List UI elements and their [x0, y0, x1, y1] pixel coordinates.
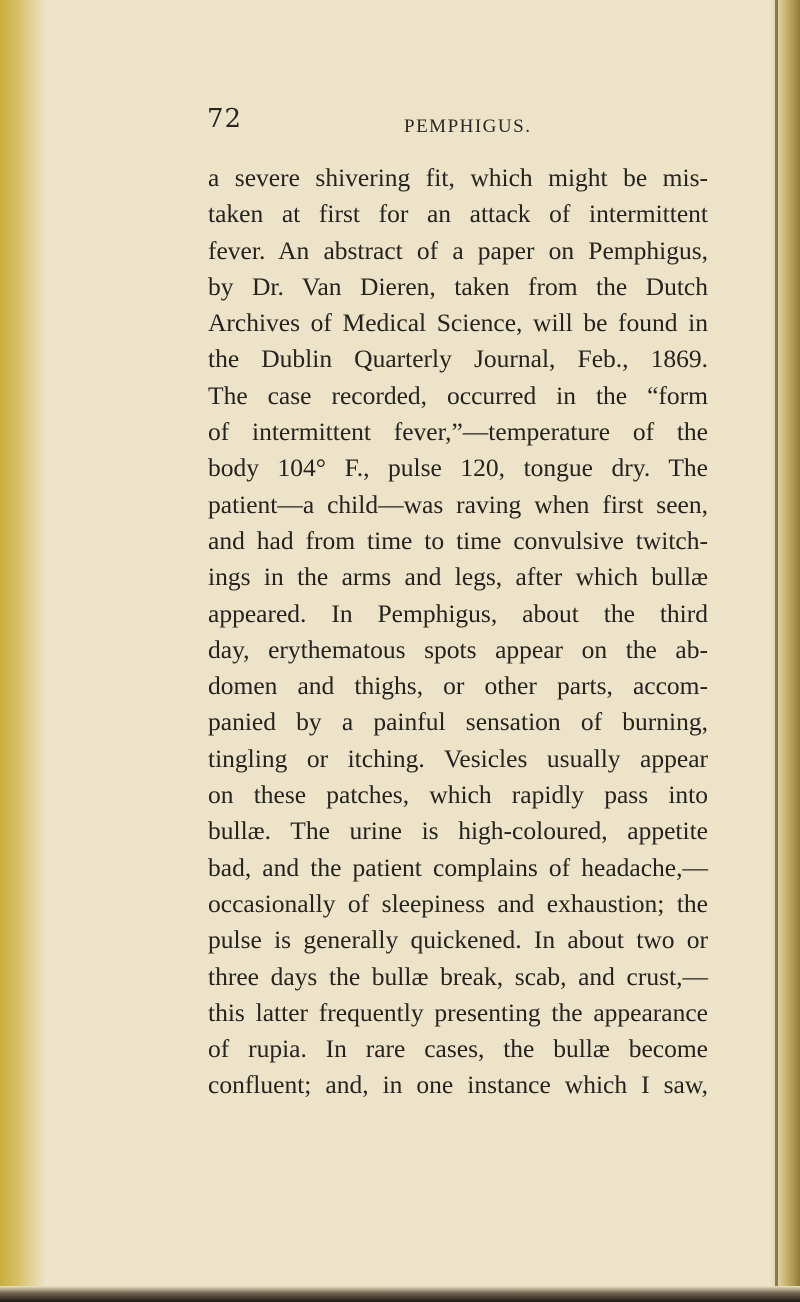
page-bottom-edge [0, 1286, 800, 1302]
text-line: day, erythematous spots appear on the ab- [208, 634, 708, 664]
text-line: tingling or itching. Vesicles usually appear [208, 743, 708, 773]
text-line: occasionally of sleepiness and exhaustion; the [208, 888, 708, 918]
text-line: of rupia. In rare cases, the bullæ become [208, 1034, 708, 1064]
text-line: appeared. In Pemphigus, about the third [208, 598, 708, 628]
text-line: Archives of Medical Science, will be found in [208, 308, 708, 338]
text-line: and had from time to time convulsive twitch- [208, 525, 708, 555]
text-line: bad, and the patient complains of headache,— [208, 852, 708, 882]
text-line: domen and thighs, or other parts, accom- [208, 671, 708, 701]
text-line: body 104° F., pulse 120, tongue dry. The [208, 453, 708, 483]
text-line: The case recorded, occurred in the “form [208, 380, 708, 410]
text-line: panied by a painful sensation of burning, [208, 707, 708, 737]
body-text [208, 160, 708, 1104]
text-line: pulse is generally quickened. In about two or [208, 925, 708, 955]
text-line: a severe shivering fit, which might be mis- [208, 163, 708, 192]
text-line: of intermittent fever,”—temperature of the [208, 417, 708, 447]
text-line: bullæ. The urine is high-coloured, appetite [208, 816, 708, 846]
text-line: by Dr. Van Dieren, taken from the Dutch [208, 271, 708, 301]
running-head: PEMPHIGUS. [404, 116, 532, 137]
text-line: this latter frequently presenting the appearance [208, 997, 708, 1027]
text-line: taken at first for an attack of intermittent [208, 199, 708, 229]
text-line: the Dublin Quarterly Journal, Feb., 1869. [208, 344, 708, 374]
text-line: ings in the arms and legs, after which bullæ [208, 562, 708, 592]
text-line: fever. An abstract of a paper on Pemphigus, [208, 235, 708, 265]
page-number: 72 [207, 104, 243, 134]
text-line: patient—a child—was raving when first seen, [208, 489, 708, 519]
text-line: three days the bullæ break, scab, and crust,— [208, 961, 708, 991]
text-line: confluent; and, in one instance which I saw, [208, 1070, 708, 1100]
page-left-edge [0, 0, 46, 1302]
binding-shadow [775, 0, 778, 1302]
text-line: on these patches, which rapidly pass into [208, 780, 708, 810]
